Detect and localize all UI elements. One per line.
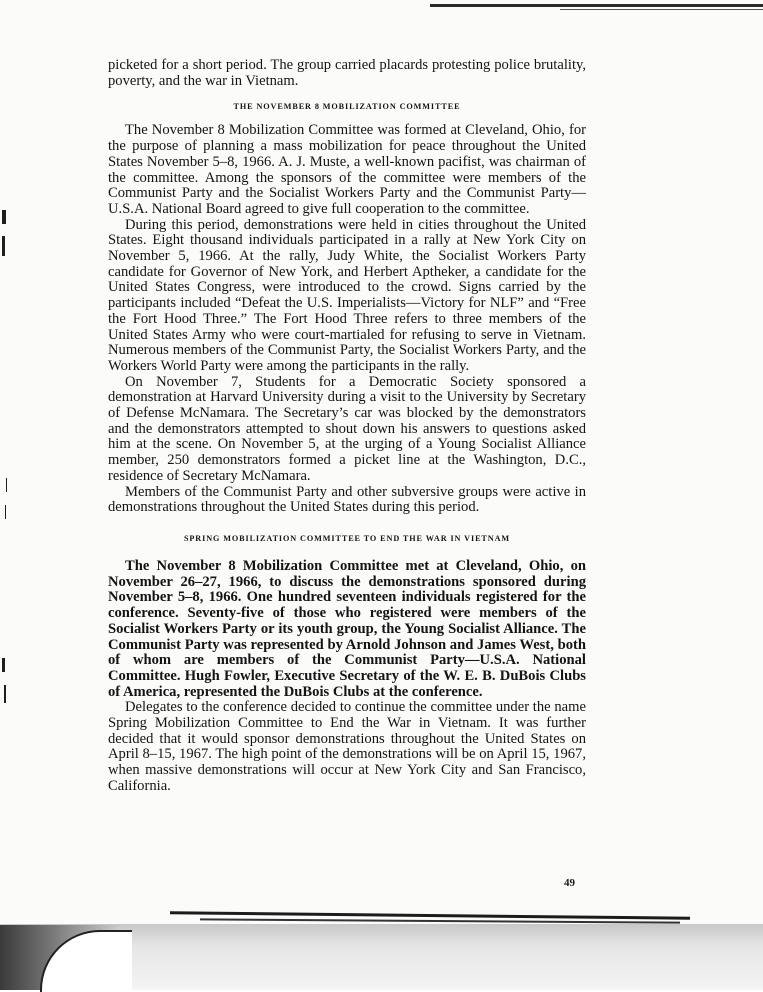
page-number: 49 bbox=[564, 877, 575, 889]
heading-november-committee: THE NOVEMBER 8 MOBILIZATION COMMITTEE bbox=[233, 102, 461, 112]
paragraph-harvard: On November 7, Students for a Democratic Society sponsored a demonstration at Harvard University during a visit to the University by Secretary of Defense McNamara. The Secretary’s car was blocked by the demonstrators and the demonstrators attempted to shout down his answers to questions asked him at the scene. On November 5, at the urging of a Young Socialist Alliance member, 250 demonstrators formed a picket line at the Washington, D.C., residence of Secretary McNamara. bbox=[108, 373, 586, 484]
heading-spring-committee: SPRING MOBILIZATION COMMITTEE TO END THE WAR IN VIETNAM bbox=[183, 533, 511, 543]
top-edge-rule bbox=[430, 4, 763, 7]
margin-mark bbox=[2, 236, 5, 256]
margin-mark bbox=[2, 210, 6, 224]
paragraph-committee-formed: The November 8 Mobilization Committee was formed at Cleveland, Ohio, for the purpose of planning a mass mobilization for peace throughout the United States November 5–8, 1966. A. J. Muste, a well-known pacifist, was chairman of the committee. Among the sponsors of the committee were members of the Communist Party and the Socialist Workers Party and the Communist Party—U.S.A. National Board agreed to give full cooperation to the committee. bbox=[108, 122, 586, 217]
paragraph-demonstrations: During this period, demonstrations were held in cities throughout the United States. Eight thousand individuals participated in a rally at New York City on November 5, 1966. At the rally, Judy White, the Socialist Workers Party candidate for Governor of New York, and Herbert Aptheker, a candidate for the United States Congress, were introduced to the crowd. Signs carried by the participants included “Defeat the U.S. Imperialists—Victory for NLF” and “Free the Fort Hood Three.” The Fort Hood Three refers to three members of the United States Army who were court-martialed for refusing to serve in Vietnam. Numerous members of the Communist Party, the Socialist Workers Party, and the Workers World Party were among the participants in the rally. bbox=[108, 216, 586, 374]
bottom-edge-rule-thin bbox=[200, 918, 680, 923]
paragraph-cleveland-meeting: The November 8 Mobilization Committee met at Cleveland, Ohio, on November 26–27, 1966, to discuss the demonstrations sponsored during November 5–8, 1966. One hundred seventeen individuals registered for the conference. Seventy-five of those who registered were members of the Socialist Workers Party or its youth group, the Young Socialist Alliance. The Communist Party was represented by Arnold Johnson and James West, both of whom are members of the Communist Party—U.S.A. National Committee. Hugh Fowler, Executive Secretary of the W. E. B. DuBois Clubs of America, represented the DuBois Clubs at the conference. bbox=[108, 557, 586, 700]
margin-mark bbox=[6, 478, 7, 492]
paragraph-spring-plans: Delegates to the conference decided to continue the committee under the name Spring Mobilization Committee to End the War in Vietnam. It was further decided that it would sponsor demonstrations throughout the United States on April 8–15, 1967. The high point of the demonstrations will be on April 15, 1967, when massive demonstrations will occur at New York City and San Francisco, California. bbox=[108, 699, 586, 794]
document-body bbox=[108, 58, 586, 795]
margin-mark bbox=[5, 505, 6, 519]
margin-mark bbox=[4, 685, 6, 703]
paragraph-subversive-groups: Members of the Communist Party and other subversive groups were active in demonstrations throughout the United States during this period. bbox=[108, 483, 586, 516]
margin-mark bbox=[2, 658, 5, 672]
top-edge-rule-thin bbox=[560, 9, 763, 10]
paragraph-picketing: picketed for a short period. The group carried placards protesting police brutality, poverty, and the war in Vietnam. bbox=[108, 57, 586, 89]
